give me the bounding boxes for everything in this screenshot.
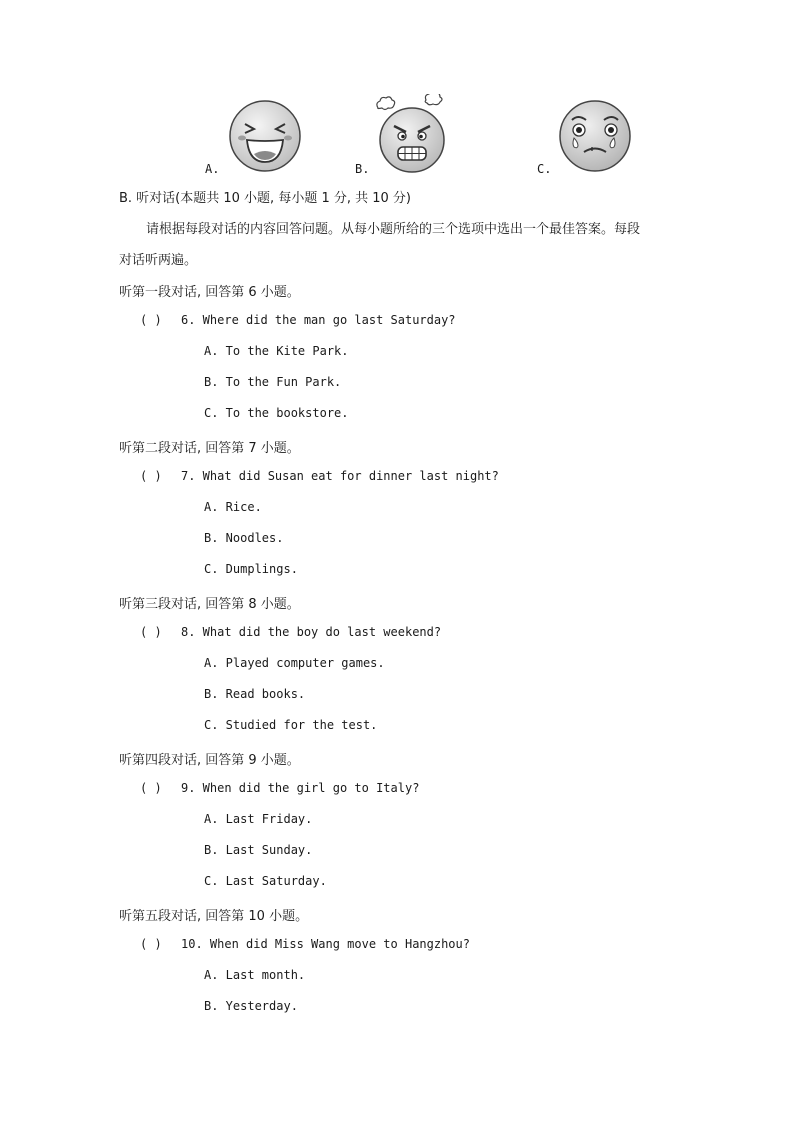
answer-option: B. Yesterday. <box>204 999 298 1013</box>
answer-option: A. Last Friday. <box>204 812 313 826</box>
answer-option: C. Studied for the test. <box>204 718 378 732</box>
answer-option: B. Noodles. <box>204 531 284 545</box>
answer-bracket[interactable]: ( ) <box>140 469 162 483</box>
answer-bracket[interactable]: ( ) <box>140 313 162 327</box>
crying-face-icon <box>558 98 632 174</box>
dialog-heading: 听第四段对话, 回答第 9 小题。 <box>119 753 300 768</box>
answer-bracket[interactable]: ( ) <box>140 937 162 951</box>
question-text: 10. When did Miss Wang move to Hangzhou? <box>181 937 470 951</box>
answer-option: A. Last month. <box>204 968 306 982</box>
answer-option: C. Last Saturday. <box>204 874 327 888</box>
answer-option: B. To the Fun Park. <box>204 375 342 389</box>
picture-options-row <box>0 94 794 180</box>
dialog-heading: 听第三段对话, 回答第 8 小题。 <box>119 597 300 612</box>
answer-option: B. Last Sunday. <box>204 843 313 857</box>
option-letter-b: B. <box>355 162 370 176</box>
answer-option: B. Read books. <box>204 687 306 701</box>
dialog-heading: 听第五段对话, 回答第 10 小题。 <box>119 909 309 924</box>
answer-option: A. To the Kite Park. <box>204 344 349 358</box>
answer-option: C. To the bookstore. <box>204 406 349 420</box>
angry-face-icon <box>374 94 450 178</box>
answer-bracket[interactable]: ( ) <box>140 781 162 795</box>
section-instruction-line-1: 请根据每段对话的内容回答问题。从每小题所给的三个选项中选出一个最佳答案。每段 <box>146 222 641 237</box>
answer-bracket[interactable]: ( ) <box>140 625 162 639</box>
question-text: 6. Where did the man go last Saturday? <box>181 313 456 327</box>
dialog-heading: 听第一段对话, 回答第 6 小题。 <box>119 285 300 300</box>
question-text: 8. What did the boy do last weekend? <box>181 625 442 639</box>
dialog-heading: 听第二段对话, 回答第 7 小题。 <box>119 441 300 456</box>
answer-option: A. Rice. <box>204 500 262 514</box>
laughing-face-icon <box>227 98 303 174</box>
question-text: 7. What did Susan eat for dinner last night? <box>181 469 499 483</box>
option-letter-c: C. <box>537 162 552 176</box>
section-title: B. 听对话(本题共 10 小题, 每小题 1 分, 共 10 分) <box>119 191 412 206</box>
section-instruction-line-2: 对话听两遍。 <box>119 253 198 268</box>
answer-option: A. Played computer games. <box>204 656 385 670</box>
question-text: 9. When did the girl go to Italy? <box>181 781 420 795</box>
answer-option: C. Dumplings. <box>204 562 298 576</box>
option-letter-a: A. <box>205 162 220 176</box>
